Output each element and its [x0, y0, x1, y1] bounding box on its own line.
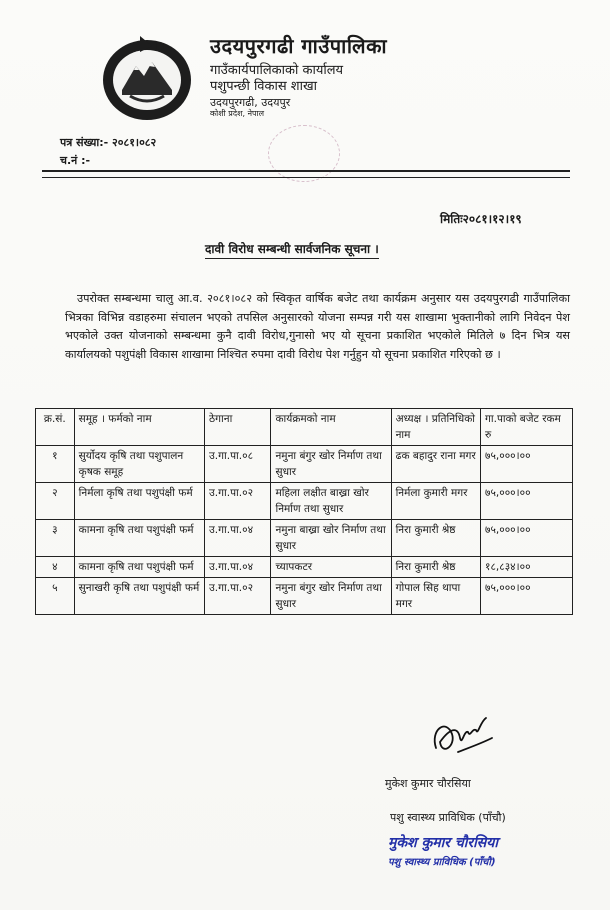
col-header-address: ठेगाना: [205, 409, 271, 446]
signatory-seal: [388, 833, 498, 868]
cell-budget: ७५,०००।००: [481, 520, 573, 557]
letter-number: पत्र संख्या:- २०८१।०८२: [60, 136, 157, 149]
cell-chairperson: गोपाल सिह थापा मगर: [391, 578, 480, 615]
cell-chairperson: निर्मला कुमारी मगर: [391, 483, 480, 520]
cell-chairperson: निरा कुमारी श्रेष्ठ: [391, 557, 480, 578]
letterhead: [210, 34, 470, 119]
table-row: [36, 557, 573, 578]
cell-sn: २: [36, 483, 75, 520]
province-name: कोशी प्रदेश, नेपाल: [210, 109, 265, 119]
office-name: गाउँकार्यपालिकाको कार्यालय: [210, 63, 344, 78]
cell-address: उ.गा.पा.०४: [205, 557, 271, 578]
cell-program: नमुना बाख्रा खोर निर्माण तथा सुधार: [271, 520, 391, 557]
header-divider-thin: [42, 177, 570, 178]
cell-chairperson: ढक बहादुर राना मगर: [391, 446, 480, 483]
table-row: [36, 578, 573, 615]
cell-group: सुर्योदय कृषि तथा पशुपालन कृषक समूह: [74, 446, 204, 483]
cell-address: उ.गा.पा.०२: [205, 578, 271, 615]
table-row: [36, 446, 573, 483]
cell-budget: ७५,०००।००: [481, 483, 573, 520]
col-header-budget: गा.पाको बजेट रकम रु: [481, 409, 573, 446]
notice-body: उपरोक्त सम्बन्धमा चालु आ.व. २०८१।०८२ को स्विकृत वार्षिक बजेट तथा कार्यक्रम अनुसार यस उदयपुरगढी गाउँपालिका भित्रका विभिन्न वडाहरुमा संचालन भएको तपसिल अनुसारको योजना सम्पन्न गरी यस शाखामा भुक्तानीको लागि निवेदन पेश भएकोले उक्त योजनाको सम्बन्धमा कुनै दावी विरोध,गुनासो भए यो सूचना प्रकाशित भएकोले मितिले ७ दिन भित्र यस कार्यालयको पशुपंक्षी विकास शाखामा निश्चित रुपमा दावी विरोध पेश गर्नुहुन यो सूचना प्रकाशित गरिएको छ ।: [65, 292, 570, 361]
seal-name: मुकेश कुमार चौरसिया: [388, 835, 498, 851]
table-row: [36, 483, 573, 520]
col-header-program: कार्यक्रमको नाम: [271, 409, 391, 446]
notice-date: मितिः२०८१।१२।१९: [440, 212, 522, 226]
cell-address: उ.गा.पा.०२: [205, 483, 271, 520]
cell-budget: १८,८३४।००: [481, 557, 573, 578]
municipality-name: उदयपुरगढी गाउँपालिका: [210, 34, 388, 58]
cell-sn: ५: [36, 578, 75, 615]
cell-program: च्यापकटर: [271, 557, 391, 578]
table-row: [36, 520, 573, 557]
cell-program: महिला लक्षीत बाख्रा खोर निर्माण तथा सुधार: [271, 483, 391, 520]
cell-chairperson: निरा कुमारी श्रेष्ठ: [391, 520, 480, 557]
cell-sn: १: [36, 446, 75, 483]
project-table: [35, 408, 573, 615]
signatory-position: पशु स्वास्थ्य प्राविधिक (पाँचौ): [390, 811, 506, 824]
col-header-sn: क्र.सं.: [36, 409, 75, 446]
cell-address: उ.गा.पा.०८: [205, 446, 271, 483]
branch-name: पशुपन्छी विकास शाखा: [210, 79, 318, 95]
cell-program: नमुना बंगुर खोर निर्माण तथा सुधार: [271, 446, 391, 483]
cell-group: कामना कृषि तथा पशुपंक्षी फर्म: [74, 520, 204, 557]
cell-address: उ.गा.पा.०४: [205, 520, 271, 557]
dispatch-number: च.नं :-: [60, 154, 91, 167]
cell-group: निर्मला कृषि तथा पशुपंक्षी फर्म: [74, 483, 204, 520]
municipality-emblem-icon: [100, 32, 195, 124]
cell-program: नमुना बंगुर खोर निर्माण तथा सुधार: [271, 578, 391, 615]
cell-group: कामना कृषि तथा पशुपंक्षी फर्म: [74, 557, 204, 578]
col-header-group: समूह । फर्मको नाम: [74, 409, 204, 446]
office-address: उदयपुरगढी, उदयपुर: [210, 95, 291, 109]
office-stamp-icon: [268, 125, 340, 182]
table-header-row: [36, 409, 573, 446]
header-divider-thick: [42, 170, 570, 172]
notice-title: दावी विरोध सम्बन्धी सार्वजनिक सूचना ।: [205, 240, 379, 259]
cell-budget: ७५,०००।००: [481, 446, 573, 483]
seal-position: पशु स्वास्थ्य प्राविधिक (पाँचौ): [388, 857, 496, 868]
handwritten-signature-icon: [428, 708, 498, 763]
cell-group: सुनाखरी कृषि तथा पशुपंक्षी फर्म: [74, 578, 204, 615]
col-header-chairperson: अध्यक्ष । प्रतिनिधिको नाम: [391, 409, 480, 446]
signatory-name: मुकेश कुमार चौरसिया: [385, 777, 471, 790]
cell-sn: ४: [36, 557, 75, 578]
cell-sn: ३: [36, 520, 75, 557]
cell-budget: ७५,०००।००: [481, 578, 573, 615]
